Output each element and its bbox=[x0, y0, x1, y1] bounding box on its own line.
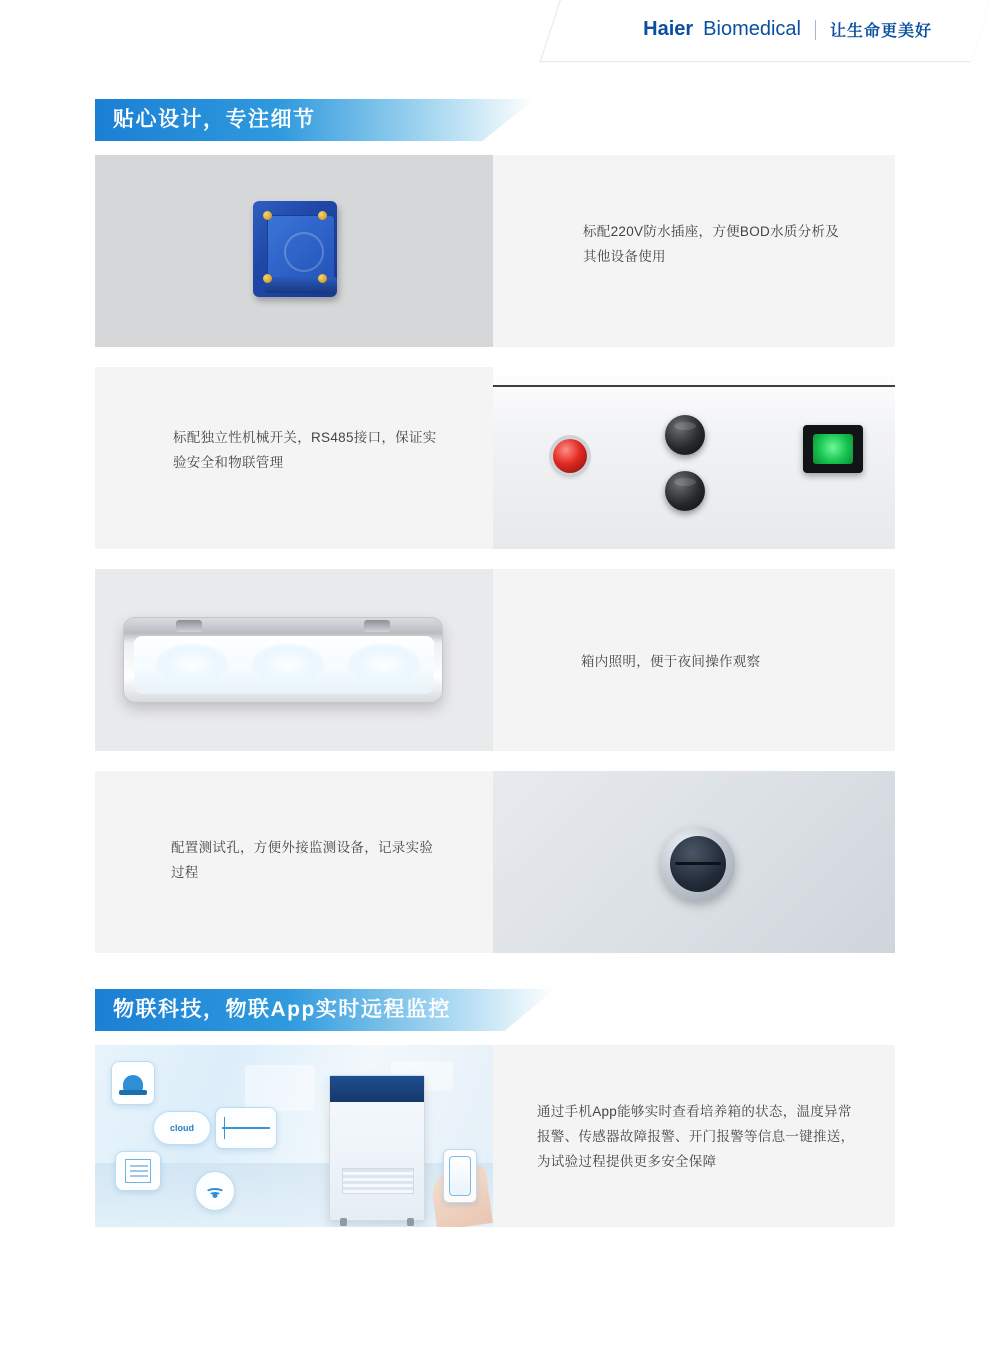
led-spot bbox=[252, 644, 324, 686]
incubator-caster bbox=[340, 1218, 347, 1226]
test-port-icon bbox=[661, 827, 735, 901]
brand-name-biomedical: Biomedical bbox=[703, 18, 801, 40]
interior-light-photo bbox=[95, 569, 493, 751]
feature-row-test-port bbox=[95, 771, 895, 953]
socket-body bbox=[253, 201, 337, 297]
alarm-icon bbox=[111, 1061, 155, 1105]
feature-row-iot bbox=[95, 1045, 895, 1227]
feature-row-switches bbox=[95, 367, 895, 549]
rotary-knob-icon bbox=[665, 415, 705, 455]
power-rocker-switch-icon bbox=[803, 425, 863, 473]
brand-divider bbox=[815, 20, 816, 40]
rotary-knob-icon bbox=[665, 471, 705, 511]
socket-screw bbox=[263, 211, 272, 220]
brand-name-haier: Haier bbox=[643, 18, 694, 40]
lab-equipment-blur bbox=[245, 1065, 315, 1111]
incubator-illustration bbox=[329, 1075, 425, 1221]
panel-edge-line bbox=[493, 385, 895, 387]
socket-lid bbox=[267, 215, 335, 283]
section-title-design bbox=[95, 99, 695, 141]
feature-description: 通过手机App能够实时查看培养箱的状态，温度异常报警、传感器故障报警、开门报警等信息一键推送，为试验过程提供更多安全保障 bbox=[537, 1104, 855, 1169]
alarm-glyph bbox=[123, 1075, 143, 1091]
feature-description: 配置测试孔，方便外接监测设备，记录实验过程 bbox=[171, 840, 434, 880]
waveform-icon bbox=[215, 1107, 277, 1149]
feature-row-socket bbox=[95, 155, 895, 347]
feature-description: 箱内照明，便于夜间操作观察 bbox=[581, 654, 761, 669]
socket-screw bbox=[318, 274, 327, 283]
indicator-lamp-icon bbox=[553, 439, 587, 473]
lamp-diffuser bbox=[134, 636, 434, 694]
document-icon bbox=[115, 1151, 161, 1191]
brand-logo bbox=[643, 18, 932, 41]
feature-row-interior-light bbox=[95, 569, 895, 751]
led-spot bbox=[348, 644, 420, 686]
test-port-photo bbox=[493, 771, 895, 953]
feature-text-cell bbox=[493, 155, 895, 347]
lamp-clip bbox=[176, 620, 202, 632]
socket-screw bbox=[263, 274, 272, 283]
section-title-label: 物联科技，物联App实时远程监控 bbox=[113, 998, 451, 1021]
feature-text-cell bbox=[493, 1045, 895, 1227]
feature-description: 标配独立性机械开关，RS485接口，保证实验安全和物联管理 bbox=[173, 430, 437, 470]
brand-slogan: 让生命更美好 bbox=[829, 23, 932, 40]
lamp-clip bbox=[364, 620, 390, 632]
led-spot bbox=[156, 644, 228, 686]
cloud-icon bbox=[153, 1111, 211, 1145]
section-title-label: 贴心设计，专注细节 bbox=[113, 108, 316, 131]
waveform-glyph bbox=[222, 1117, 270, 1139]
test-port-slit bbox=[675, 862, 721, 865]
smartphone-screen bbox=[449, 1156, 471, 1196]
feature-text-cell bbox=[95, 367, 493, 549]
iot-app-monitoring-photo bbox=[95, 1045, 493, 1227]
cloud-label: cloud bbox=[170, 1123, 194, 1133]
socket-screw bbox=[318, 211, 327, 220]
feature-description: 标配220V防水插座，方便BOD水质分析及其他设备使用 bbox=[583, 224, 840, 264]
smartphone-icon bbox=[443, 1149, 477, 1203]
socket-illustration bbox=[247, 195, 343, 303]
feature-text-cell bbox=[95, 771, 493, 953]
incubator-caster bbox=[407, 1218, 414, 1226]
page-header bbox=[560, 0, 990, 62]
waterproof-socket-photo bbox=[95, 155, 493, 347]
incubator-display-panel bbox=[330, 1076, 424, 1102]
control-panel-switches-photo bbox=[493, 367, 895, 549]
incubator-grill bbox=[342, 1168, 414, 1194]
lamp-illustration bbox=[123, 617, 443, 703]
wifi-icon bbox=[195, 1171, 235, 1211]
feature-text-cell bbox=[493, 569, 895, 751]
section-title-iot bbox=[95, 989, 695, 1031]
document-glyph bbox=[125, 1159, 151, 1183]
wifi-glyph bbox=[205, 1184, 225, 1198]
